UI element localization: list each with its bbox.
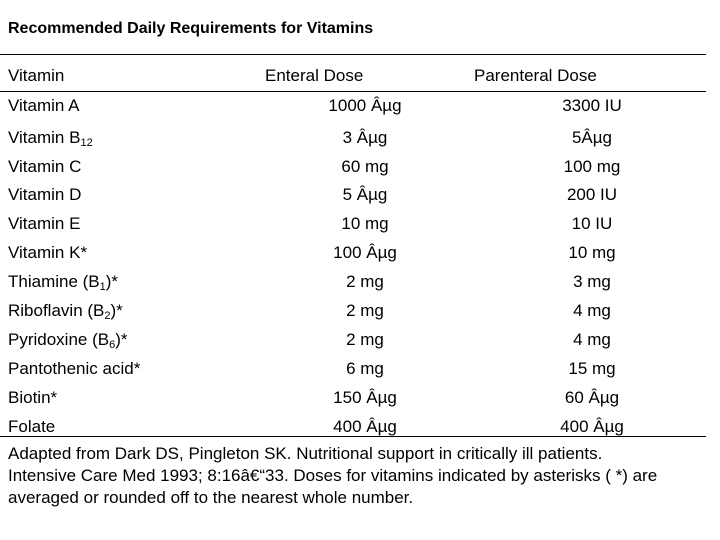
footnote-line-1: Adapted from Dark DS, Pingleton SK. Nutritional support in critically ill patients. [8, 444, 603, 463]
parenteral-dose-cell: 200 IU [566, 185, 618, 204]
parenteral-dose-cell: 4 mg [573, 330, 611, 349]
vitamin-name-cell [8, 214, 80, 234]
vitamin-name: Vitamin A [8, 96, 80, 115]
vitamin-name: Riboflavin (B [8, 301, 105, 320]
parenteral-dose-cell: 3300 IU [562, 96, 622, 115]
enteral-dose-cell: 5 Âµg [342, 185, 388, 204]
parenteral-dose-cell: 4 mg [573, 301, 611, 320]
vitamin-name: Vitamin D [8, 185, 82, 204]
vitamin-name-cell [8, 301, 123, 321]
source-footnote [8, 443, 708, 509]
column-header-parenteral-dose: Parenteral Dose [474, 66, 597, 85]
table-row [0, 388, 706, 414]
vitamin-name: Pyridoxine (B [8, 330, 110, 349]
parenteral-dose-cell: 10 mg [568, 243, 616, 262]
vitamin-name-cell [8, 157, 81, 177]
table-row [0, 330, 706, 356]
parenteral-dose-cell: 100 mg [563, 157, 621, 176]
table-row [0, 359, 706, 385]
parenteral-dose-cell: 400 Âµg [560, 417, 624, 436]
vitamin-name-cell [8, 359, 140, 379]
footer-divider [0, 436, 706, 437]
enteral-dose-cell: 400 Âµg [333, 417, 397, 436]
enteral-dose-cell: 150 Âµg [333, 388, 397, 407]
vitamin-name: Vitamin B [8, 128, 81, 147]
parenteral-dose-cell: 60 Âµg [564, 388, 620, 407]
vitamin-name-cell [8, 417, 55, 437]
vitamin-subscript: 6 [109, 339, 116, 351]
parenteral-dose-cell: 3 mg [573, 272, 611, 291]
vitamin-name-cell [8, 272, 118, 292]
table-row [0, 128, 706, 154]
enteral-dose-cell: 2 mg [346, 301, 384, 320]
enteral-dose-cell: 60 mg [341, 157, 389, 176]
enteral-dose-cell: 1000 Âµg [328, 96, 402, 115]
enteral-dose-cell: 10 mg [341, 214, 389, 233]
parenteral-dose-cell: 10 IU [571, 214, 613, 233]
footnote-line-3: averaged or rounded off to the nearest whole number. [8, 488, 414, 507]
vitamin-name-cell [8, 96, 80, 116]
vitamin-name-cell [8, 128, 93, 148]
vitamin-name-suffix: )* [110, 301, 123, 320]
vitamin-name-suffix: )* [105, 272, 119, 291]
vitamin-name: Vitamin K* [8, 243, 88, 262]
parenteral-dose-cell: 15 mg [568, 359, 616, 378]
vitamin-name: Folate [8, 417, 56, 436]
vitamin-name: Biotin* [8, 388, 58, 407]
footnote-line-2: Intensive Care Med 1993; 8:16â€“33. Doses for vitamins indicated by asterisks ( *) are [8, 466, 658, 485]
vitamin-name: Vitamin E [8, 214, 81, 233]
column-header-vitamin: Vitamin [8, 66, 65, 85]
enteral-dose-cell: 2 mg [346, 330, 384, 349]
enteral-dose-cell: 100 Âµg [333, 243, 397, 262]
vitamin-name-cell [8, 388, 57, 408]
vitamin-name: Vitamin C [8, 157, 82, 176]
top-divider [0, 54, 706, 55]
enteral-dose-cell: 3 Âµg [342, 128, 388, 147]
vitamin-name-suffix: )* [115, 330, 128, 349]
table-row [0, 214, 706, 240]
enteral-dose-cell: 2 mg [346, 272, 384, 291]
table-row [0, 157, 706, 183]
vitamin-subscript: 1 [99, 281, 106, 293]
table-row [0, 417, 706, 443]
table-title: Recommended Daily Requirements for Vitamins [8, 20, 374, 37]
vitamin-name-cell [8, 185, 81, 205]
header-divider [0, 91, 706, 92]
table-row [0, 185, 706, 211]
table-row [0, 301, 706, 327]
vitamin-name-cell [8, 243, 87, 263]
table-row [0, 243, 706, 269]
vitamin-name: Pantothenic acid* [8, 359, 141, 378]
table-row [0, 96, 706, 122]
vitamin-subscript: 2 [104, 310, 111, 322]
vitamin-subscript: 12 [80, 137, 93, 149]
enteral-dose-cell: 6 mg [346, 359, 384, 378]
parenteral-dose-cell: 5Âµg [571, 128, 613, 147]
table-row [0, 272, 706, 298]
column-header-enteral-dose: Enteral Dose [265, 66, 364, 85]
vitamin-name: Thiamine (B [8, 272, 100, 291]
vitamin-name-cell [8, 330, 128, 350]
